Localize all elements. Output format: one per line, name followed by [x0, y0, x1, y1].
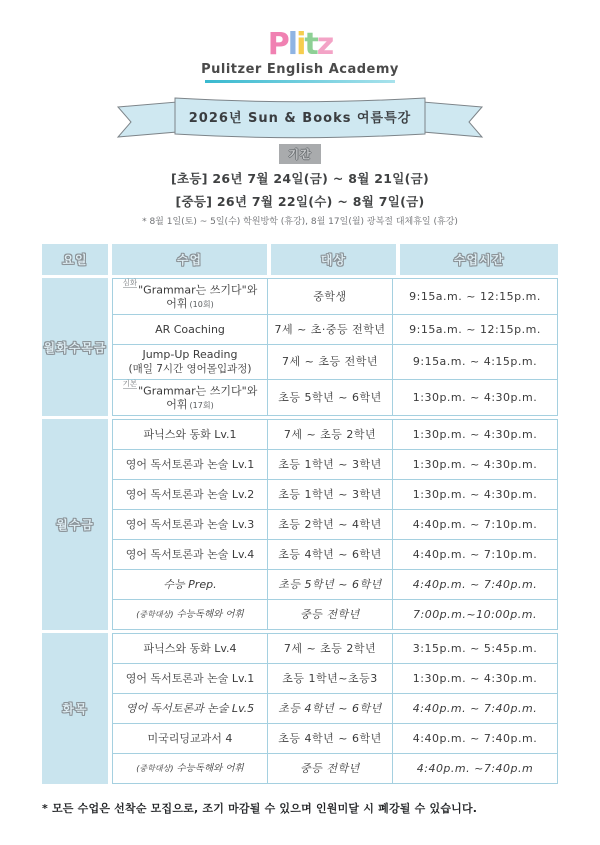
day-cell: 화목 [42, 633, 108, 784]
class-name: 영어 독서토론과 논술 Lv.3 [125, 517, 255, 531]
day-group [42, 278, 558, 416]
time-cell: 4:40p.m. ~ 7:40p.m. [412, 731, 538, 745]
time-cell: 1:30p.m. ~ 4:30p.m. [412, 390, 538, 404]
table-row [113, 279, 557, 315]
class-cell [113, 380, 268, 415]
target-cell: 7세 ~ 초등 전학년 [268, 345, 393, 379]
class-cell [113, 754, 268, 783]
period-section [0, 143, 600, 227]
academy-logo [0, 27, 600, 83]
target-cell: 초등 4학년 ~ 6학년 [268, 540, 393, 569]
table-row [113, 570, 557, 600]
logo-wordmark-icon [0, 27, 600, 62]
class-cell [113, 450, 268, 479]
group-grid [112, 278, 558, 416]
class-name: 수능독해와 어휘 [176, 762, 244, 774]
table-row [113, 315, 557, 345]
class-cell [113, 480, 268, 509]
class-subtitle: (매일 7시간 영어몰입과정) [128, 362, 252, 375]
table-header-row [42, 244, 558, 275]
time-cell: 9:15a.m. ~ 12:15p.m. [409, 322, 541, 336]
class-name: AR Coaching [155, 322, 225, 336]
class-name: "Grammar는 쓰기다"와 어휘 [138, 384, 258, 412]
table-row [113, 664, 557, 694]
target-cell: 중학생 [268, 279, 393, 314]
class-prefix: (중학대상) [136, 763, 174, 773]
logo-letter: l [287, 27, 297, 62]
class-cell [113, 634, 268, 663]
class-name: 미국리딩교과서 4 [147, 731, 233, 745]
day-cell: 월화수목금 [42, 278, 108, 416]
schedule-table [42, 244, 558, 784]
target-cell: 초등 4학년 ~ 6학년 [268, 724, 393, 753]
academy-name: Pulitzer English Academy [201, 62, 399, 77]
target-cell: 중등 전학년 [268, 754, 393, 783]
target-cell: 초등 5학년 ~ 6학년 [268, 380, 393, 415]
table-row [113, 510, 557, 540]
banner-title: 2026년 Sun & Books 여름특강 [188, 110, 412, 126]
period-line-middle: [중등] 26년 7월 22일(수) ~ 8월 7일(금) [175, 194, 425, 209]
target-cell: 초등 1학년~초등3 [268, 664, 393, 693]
day-group [42, 419, 558, 630]
target-cell: 초등 1학년 ~ 3학년 [268, 480, 393, 509]
class-name: 영어 독서토론과 논술 Lv.5 [125, 701, 255, 715]
table-row [113, 450, 557, 480]
logo-letter: i [296, 27, 305, 62]
column-header: 요일 [42, 244, 108, 275]
time-cell: 4:40p.m. ~ 7:40p.m. [412, 577, 538, 591]
class-cell [113, 279, 268, 314]
class-name: "Grammar는 쓰기다"와 어휘 [138, 283, 258, 311]
class-cell [113, 510, 268, 539]
time-cell: 9:15a.m. ~ 4:15p.m. [412, 355, 538, 369]
column-header: 수업시간 [400, 244, 558, 275]
class-cell [113, 315, 268, 344]
time-cell: 4:40p.m. ~ 7:10p.m. [412, 547, 538, 561]
class-name: 수능독해와 어휘 [176, 608, 244, 620]
table-row [113, 694, 557, 724]
class-cell [113, 724, 268, 753]
logo-letter: P [267, 27, 288, 62]
target-cell: 중등 전학년 [268, 600, 393, 629]
logo-underline [205, 80, 395, 83]
class-name: 수능 Prep. [163, 577, 217, 591]
class-cell [113, 664, 268, 693]
table-row [113, 380, 557, 415]
class-session-count: (10회) [189, 300, 214, 310]
target-cell: 7세 ~ 초·중등 전학년 [268, 315, 393, 344]
time-cell: 4:40p.m. ~ 7:10p.m. [412, 517, 538, 531]
time-cell: 3:15p.m. ~ 5:45p.m. [412, 641, 538, 655]
class-name: 파닉스와 동화 Lv.1 [143, 427, 237, 441]
table-row [113, 634, 557, 664]
table-row [113, 420, 557, 450]
class-cell [113, 600, 268, 629]
class-prefix: (중학대상) [136, 609, 174, 619]
target-cell: 초등 2학년 ~ 4학년 [268, 510, 393, 539]
class-name: 영어 독서토론과 논술 Lv.4 [125, 547, 255, 561]
target-cell: 초등 5학년 ~ 6학년 [268, 570, 393, 599]
target-cell: 초등 4학년 ~ 6학년 [268, 694, 393, 723]
time-cell: 4:40p.m. ~7:40p.m [416, 761, 534, 775]
target-cell: 초등 1학년 ~ 3학년 [268, 450, 393, 479]
class-name: 영어 독서토론과 논술 Lv.1 [125, 671, 255, 685]
target-cell: 7세 ~ 초등 2학년 [268, 634, 393, 663]
title-ribbon [115, 95, 485, 141]
table-body [42, 278, 558, 784]
time-cell: 1:30p.m. ~ 4:30p.m. [412, 671, 538, 685]
class-cell [113, 694, 268, 723]
class-name: 파닉스와 동화 Lv.4 [143, 641, 237, 655]
table-row [113, 600, 557, 629]
group-grid [112, 419, 558, 630]
table-row [113, 724, 557, 754]
class-prefix: 기본 [122, 379, 138, 389]
class-cell [113, 420, 268, 449]
period-badge: 기간 [279, 144, 320, 164]
target-cell: 7세 ~ 초등 2학년 [268, 420, 393, 449]
footer-note: * 모든 수업은 선착순 모집으로, 조기 마감될 수 있으며 인원미달 시 폐강될 수 있습니다. [42, 802, 478, 816]
class-prefix: 심화 [122, 278, 138, 287]
time-cell: 1:30p.m. ~ 4:30p.m. [412, 487, 538, 501]
table-row [113, 345, 557, 380]
column-header: 대상 [271, 244, 396, 275]
time-cell: 9:15a.m. ~ 12:15p.m. [409, 289, 541, 303]
period-note: * 8월 1일(토) ~ 5일(수) 학원방학 (휴강), 8월 17일(월) 광복절 대체휴일 (휴강) [142, 217, 458, 227]
group-grid [112, 633, 558, 784]
time-cell: 7:00p.m.~10:00p.m. [412, 607, 537, 621]
class-cell [113, 540, 268, 569]
table-row [113, 480, 557, 510]
day-cell: 월수금 [42, 419, 108, 630]
class-session-count: (17회) [189, 401, 214, 411]
day-group [42, 633, 558, 784]
class-cell [113, 570, 268, 599]
logo-letter: z [316, 27, 333, 62]
column-header: 수업 [112, 244, 267, 275]
time-cell: 1:30p.m. ~ 4:30p.m. [412, 457, 538, 471]
class-cell [113, 345, 268, 379]
class-name: 영어 독서토론과 논술 Lv.2 [125, 487, 255, 501]
logo-letter: t [304, 27, 317, 62]
class-name: Jump-Up Reading [142, 348, 238, 362]
table-row [113, 754, 557, 783]
time-cell: 4:40p.m. ~ 7:40p.m. [412, 701, 538, 715]
time-cell: 1:30p.m. ~ 4:30p.m. [412, 427, 538, 441]
class-name: 영어 독서토론과 논술 Lv.1 [125, 457, 255, 471]
period-line-elementary: [초등] 26년 7월 24일(금) ~ 8월 21일(금) [170, 171, 430, 186]
table-row [113, 540, 557, 570]
